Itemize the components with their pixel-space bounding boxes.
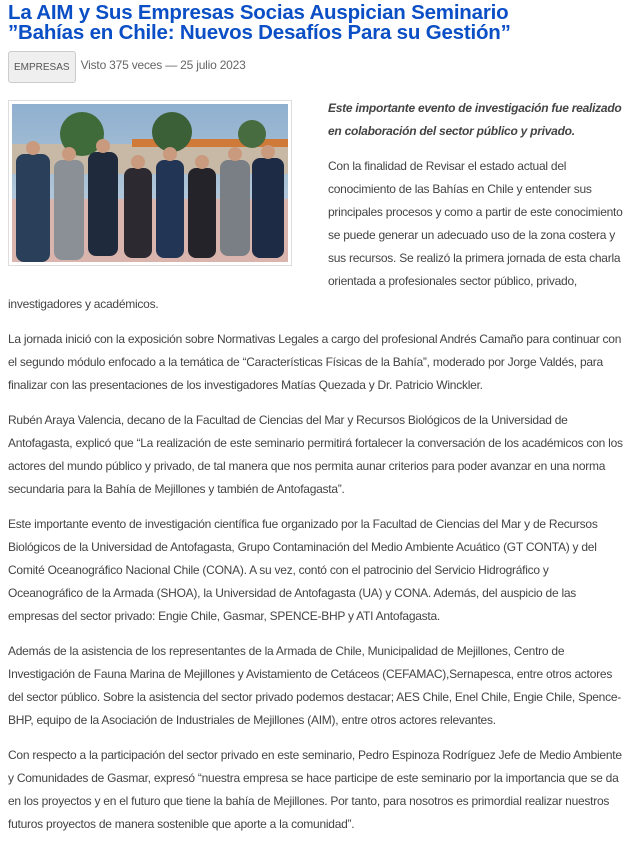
lead-paragraph: Este importante evento de investigación fue realizado en colaboración del sector público y privado. — [328, 101, 622, 138]
paragraph: Rubén Araya Valencia, decano de la Facultad de Ciencias del Mar y Recursos Biológicos de la Universidad de Antofagasta, explicó que “La realización de este seminario permitirá fortalecer la conversación de los académicos con los actores del mundo público y privado, de tal manera que nos permita aunar criterios para poder avanzar en una norma secundaria para la Bahía de Mejillones y también de Antofagasta”. — [8, 413, 623, 496]
views-and-date: Visto 375 veces — 25 julio 2023 — [80, 58, 246, 72]
paragraph: Con respecto a la participación del sector privado en este seminario, Pedro Espinoza Rodríguez Jefe de Medio Ambiente y Comunidades de Gasmar, expresó “nuestra empresa se hace participe de este seminario por la importancia que se da en los proyectos y en el futuro que tiene la bahía de Mejillones. Por tanto, para nosotros es primordial realizar nuestros futuros proyectos de manera sostenible que aporte a la comunidad”. — [8, 748, 622, 831]
paragraph: Con la finalidad de Revisar el estado actual del conocimiento de las Bahías en Chile y entender sus principales procesos y como a partir de este conocimiento se puede generar un adecuado uso de la zona costera y sus recursos. Se realizó la primera jornada de esta charla orientada a profesionales sector público, privado, investigadores y académicos. — [8, 159, 623, 311]
title-line-2: ”Bahías en Chile: Nuevos Desafíos Para su Gestión” — [8, 21, 511, 44]
paragraph: La jornada inició con la exposición sobre Normativas Legales a cargo del profesional Andrés Camaño para continuar con el segundo módulo enfocado a la temática de “Características Físicas de la Bahía”, moderado por Jorge Valdés, para finalizar con las presentaciones de los investigadores Matías Quezada y Dr. Patricio Winckler. — [8, 332, 622, 392]
article-title — [8, 0, 623, 43]
category-tag[interactable]: EMPRESAS — [8, 51, 76, 83]
article-photo — [9, 101, 291, 265]
paragraph: Además de la asistencia de los representantes de la Armada de Chile, Municipalidad de Mejillones, Centro de Investigación de Fauna Marina de Mejillones y Avistamiento de Cetáceos (CEFAMAC),Sernapesca, entre otros actores del sector público. Sobre la asistencia del sector privado podemos destacar; AES Chile, Enel Chile, Engie Chile, Spence-BHP, equipo de la Asociación de Industriales de Mejillones (AIM), entre otros actores relevantes. — [8, 644, 622, 727]
paragraph: Este importante evento de investigación científica fue organizado por la Facultad de Ciencias del Mar y de Recursos Biológicos de la Universidad de Antofagasta, Grupo Contaminación del Medio Ambiente Acuático (GT CONTA) y del Comité Oceanográfico Nacional Chile (CONA). A su vez, contó con el patrocinio del Servicio Hidrográfico y Oceanográfico de la Armada (SHOA), la Universidad de Antofagasta (UA) y CONA. Además, del auspicio de las empresas del sector privado: Engie Chile, Gasmar, SPENCE-BHP y ATI Antofagasta. — [8, 517, 598, 623]
article-body — [8, 97, 623, 836]
title-line-1: La AIM y Sus Empresas Socias Auspician Seminario — [8, 1, 509, 24]
group-photo-image — [12, 104, 288, 262]
article-meta — [8, 51, 623, 83]
